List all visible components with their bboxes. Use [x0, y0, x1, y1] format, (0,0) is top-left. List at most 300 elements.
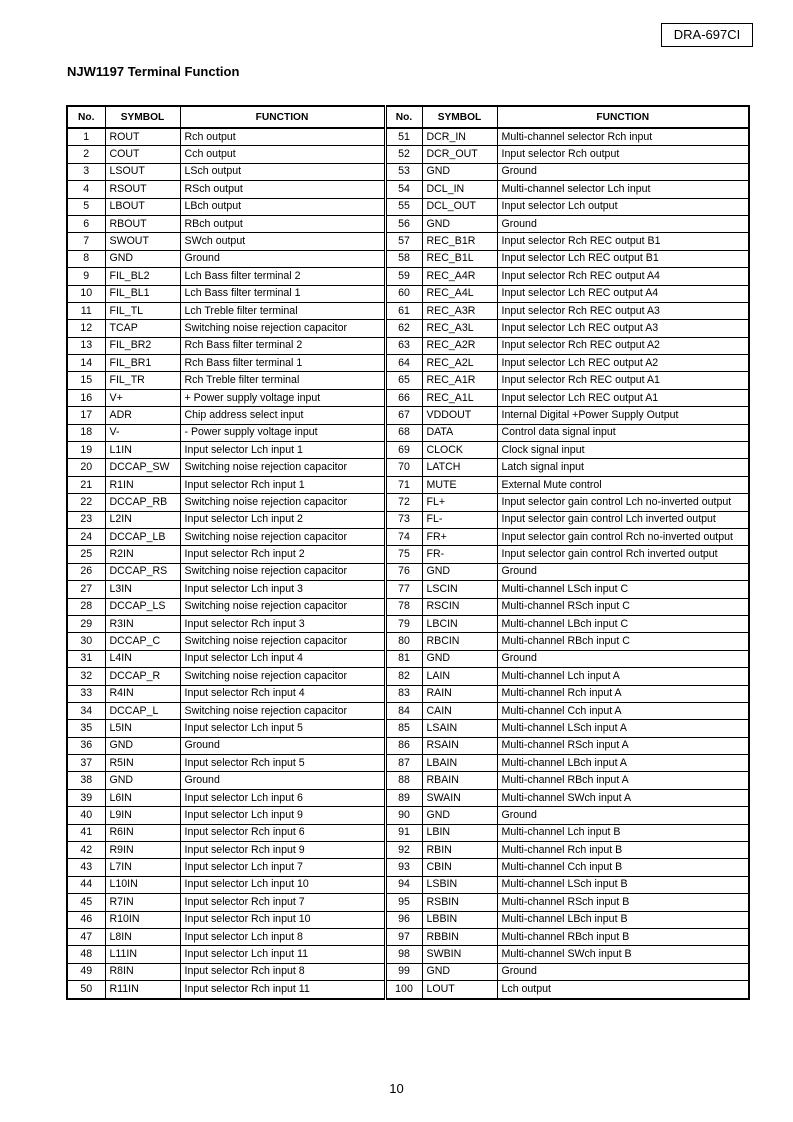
pin-symbol-left: LBOUT [105, 198, 180, 215]
pin-symbol-left: R6IN [105, 824, 180, 841]
pin-number-right: 94 [385, 876, 422, 893]
pin-number-right: 96 [385, 911, 422, 928]
pin-function-right: Input selector Lch REC output A3 [497, 320, 749, 337]
pin-function-right: Multi-channel LBch input C [497, 615, 749, 632]
pin-number-right: 57 [385, 233, 422, 250]
pin-number-left: 13 [67, 337, 105, 354]
pin-function-left: Input selector Lch input 6 [180, 789, 385, 806]
pin-function-right: Multi-channel LSch input C [497, 581, 749, 598]
pin-function-right: Input selector Rch REC output A2 [497, 337, 749, 354]
pin-function-right: Input selector Lch output [497, 198, 749, 215]
table-row [67, 476, 749, 493]
pin-number-right: 84 [385, 702, 422, 719]
pin-number-left: 2 [67, 146, 105, 163]
pin-function-right: Multi-channel LSch input A [497, 720, 749, 737]
pin-number-right: 61 [385, 302, 422, 319]
pin-symbol-right: DATA [422, 424, 497, 441]
page-number: 10 [389, 1081, 404, 1096]
pin-function-right: Multi-channel RBch input A [497, 772, 749, 789]
pin-function-right: External Mute control [497, 476, 749, 493]
pin-function-left: Switching noise rejection capacitor [180, 563, 385, 580]
pin-function-right: Input selector Lch REC output A4 [497, 285, 749, 302]
pin-number-left: 22 [67, 494, 105, 511]
pin-number-right: 86 [385, 737, 422, 754]
table-row [67, 546, 749, 563]
table-row [67, 355, 749, 372]
pin-symbol-right: GND [422, 650, 497, 667]
table-row [67, 928, 749, 945]
table-row [67, 389, 749, 406]
pin-function-left: Switching noise rejection capacitor [180, 668, 385, 685]
pin-symbol-right: SWAIN [422, 789, 497, 806]
pin-function-right: Ground [497, 215, 749, 232]
pin-number-right: 67 [385, 407, 422, 424]
pin-number-left: 31 [67, 650, 105, 667]
pin-symbol-right: RSBIN [422, 894, 497, 911]
pin-function-right: Multi-channel LBch input A [497, 755, 749, 772]
pin-symbol-left: L9IN [105, 807, 180, 824]
pin-symbol-left: V- [105, 424, 180, 441]
pin-symbol-left: L8IN [105, 928, 180, 945]
pin-symbol-right: REC_A1L [422, 389, 497, 406]
pin-number-right: 55 [385, 198, 422, 215]
pin-number-right: 75 [385, 546, 422, 563]
pin-function-left: Input selector Rch input 1 [180, 476, 385, 493]
pin-function-left: Input selector Lch input 1 [180, 442, 385, 459]
pin-function-left: Switching noise rejection capacitor [180, 459, 385, 476]
pin-number-left: 9 [67, 268, 105, 285]
pin-symbol-right: RBBIN [422, 928, 497, 945]
pin-function-right: Input selector Lch REC output B1 [497, 250, 749, 267]
pin-function-left: Input selector Lch input 7 [180, 859, 385, 876]
pin-number-left: 5 [67, 198, 105, 215]
pin-function-right: Internal Digital +Power Supply Output [497, 407, 749, 424]
pin-number-right: 87 [385, 755, 422, 772]
pin-number-right: 62 [385, 320, 422, 337]
table-row [67, 320, 749, 337]
pin-symbol-left: R4IN [105, 685, 180, 702]
pin-number-right: 88 [385, 772, 422, 789]
pin-function-right: Input selector gain control Rch inverted output [497, 546, 749, 563]
pin-function-left: Input selector Rch input 9 [180, 842, 385, 859]
table-row [67, 424, 749, 441]
pin-function-right: Multi-channel LSch input B [497, 876, 749, 893]
pin-symbol-left: RBOUT [105, 215, 180, 232]
pin-number-left: 19 [67, 442, 105, 459]
pin-symbol-right: GND [422, 807, 497, 824]
column-header-function-right: FUNCTION [497, 106, 749, 128]
pin-function-right: Input selector Rch REC output A3 [497, 302, 749, 319]
pin-number-left: 44 [67, 876, 105, 893]
pin-symbol-right: REC_A3L [422, 320, 497, 337]
pin-function-right: Multi-channel Lch input B [497, 824, 749, 841]
pin-number-left: 17 [67, 407, 105, 424]
pin-function-left: Rch Bass filter terminal 1 [180, 355, 385, 372]
table-row [67, 268, 749, 285]
pin-symbol-right: GND [422, 163, 497, 180]
pin-symbol-left: COUT [105, 146, 180, 163]
pin-function-right: Multi-channel Rch input B [497, 842, 749, 859]
pin-function-right: Clock signal input [497, 442, 749, 459]
pin-symbol-right: SWBIN [422, 946, 497, 963]
pin-function-right: Lch output [497, 981, 749, 999]
pin-function-left: Input selector Rch input 10 [180, 911, 385, 928]
pin-symbol-left: DCCAP_LB [105, 528, 180, 545]
table-row [67, 702, 749, 719]
pin-function-left: RSch output [180, 181, 385, 198]
pin-symbol-right: REC_A4R [422, 268, 497, 285]
pin-symbol-left: SWOUT [105, 233, 180, 250]
pin-number-left: 50 [67, 981, 105, 999]
pin-symbol-left: R5IN [105, 755, 180, 772]
pin-symbol-left: L2IN [105, 511, 180, 528]
pin-symbol-left: L10IN [105, 876, 180, 893]
pin-symbol-left: TCAP [105, 320, 180, 337]
pin-number-right: 92 [385, 842, 422, 859]
pin-symbol-left: L4IN [105, 650, 180, 667]
table-row [67, 772, 749, 789]
pin-symbol-right: RBCIN [422, 633, 497, 650]
table-row [67, 755, 749, 772]
pin-number-right: 73 [385, 511, 422, 528]
pin-symbol-right: REC_A1R [422, 372, 497, 389]
table-row [67, 963, 749, 980]
pin-function-left: Switching noise rejection capacitor [180, 320, 385, 337]
table-row [67, 581, 749, 598]
pin-function-right: Multi-channel selector Lch input [497, 181, 749, 198]
pin-number-left: 14 [67, 355, 105, 372]
pin-number-left: 46 [67, 911, 105, 928]
table-row [67, 981, 749, 999]
pin-number-left: 11 [67, 302, 105, 319]
pin-number-right: 97 [385, 928, 422, 945]
table-row [67, 459, 749, 476]
pin-symbol-right: RBIN [422, 842, 497, 859]
pin-symbol-left: DCCAP_R [105, 668, 180, 685]
pin-symbol-left: FIL_TL [105, 302, 180, 319]
table-row [67, 494, 749, 511]
pin-symbol-right: LATCH [422, 459, 497, 476]
pin-number-right: 81 [385, 650, 422, 667]
pin-number-right: 99 [385, 963, 422, 980]
pin-function-left: + Power supply voltage input [180, 389, 385, 406]
pin-function-left: Rch output [180, 128, 385, 146]
pin-function-right: Multi-channel Lch input A [497, 668, 749, 685]
pin-symbol-left: V+ [105, 389, 180, 406]
pin-symbol-left: DCCAP_L [105, 702, 180, 719]
pin-number-left: 7 [67, 233, 105, 250]
pin-symbol-left: L1IN [105, 442, 180, 459]
pin-symbol-left: L5IN [105, 720, 180, 737]
pin-symbol-left: DCCAP_RS [105, 563, 180, 580]
pin-function-right: Latch signal input [497, 459, 749, 476]
pin-function-left: Cch output [180, 146, 385, 163]
pin-symbol-right: CBIN [422, 859, 497, 876]
pin-number-left: 40 [67, 807, 105, 824]
pin-number-left: 29 [67, 615, 105, 632]
pin-number-left: 16 [67, 389, 105, 406]
model-number-box: DRA-697CI [661, 23, 753, 47]
pin-function-right: Multi-channel RSch input C [497, 598, 749, 615]
table-row [67, 876, 749, 893]
column-header-symbol: SYMBOL [105, 106, 180, 128]
table-row [67, 215, 749, 232]
pin-number-right: 68 [385, 424, 422, 441]
pin-symbol-right: LBCIN [422, 615, 497, 632]
pin-function-left: - Power supply voltage input [180, 424, 385, 441]
table-row [67, 807, 749, 824]
pin-number-left: 20 [67, 459, 105, 476]
table-row [67, 163, 749, 180]
pin-number-right: 95 [385, 894, 422, 911]
pin-number-left: 33 [67, 685, 105, 702]
pin-symbol-right: DCL_OUT [422, 198, 497, 215]
pin-number-right: 56 [385, 215, 422, 232]
pin-function-left: Input selector Lch input 8 [180, 928, 385, 945]
pin-symbol-right: GND [422, 563, 497, 580]
pin-function-left: Lch Bass filter terminal 2 [180, 268, 385, 285]
pin-symbol-left: DCCAP_LS [105, 598, 180, 615]
pin-function-right: Multi-channel LBch input B [497, 911, 749, 928]
pin-number-left: 48 [67, 946, 105, 963]
pin-number-left: 4 [67, 181, 105, 198]
table-row [67, 789, 749, 806]
pin-number-right: 74 [385, 528, 422, 545]
pin-symbol-right: LOUT [422, 981, 497, 999]
pin-number-left: 1 [67, 128, 105, 146]
pin-function-right: Multi-channel SWch input A [497, 789, 749, 806]
pin-function-right: Ground [497, 650, 749, 667]
pin-symbol-right: RBAIN [422, 772, 497, 789]
pin-function-right: Input selector gain control Lch no-inverted output [497, 494, 749, 511]
pin-symbol-right: RSAIN [422, 737, 497, 754]
pin-function-right: Multi-channel Cch input B [497, 859, 749, 876]
pin-number-left: 49 [67, 963, 105, 980]
pin-function-left: LSch output [180, 163, 385, 180]
pin-number-left: 30 [67, 633, 105, 650]
pin-symbol-right: CLOCK [422, 442, 497, 459]
pin-symbol-left: L7IN [105, 859, 180, 876]
pin-number-left: 23 [67, 511, 105, 528]
pin-symbol-right: DCR_IN [422, 128, 497, 146]
pin-number-right: 98 [385, 946, 422, 963]
pin-symbol-right: CAIN [422, 702, 497, 719]
table-row [67, 842, 749, 859]
pin-symbol-left: L6IN [105, 789, 180, 806]
pin-number-right: 77 [385, 581, 422, 598]
pin-symbol-right: REC_A2L [422, 355, 497, 372]
pin-symbol-right: FL+ [422, 494, 497, 511]
terminal-function-table [66, 105, 750, 1000]
pin-symbol-left: LSOUT [105, 163, 180, 180]
pin-number-left: 21 [67, 476, 105, 493]
pin-number-right: 58 [385, 250, 422, 267]
pin-function-left: Input selector Rch input 2 [180, 546, 385, 563]
pin-symbol-right: GND [422, 963, 497, 980]
pin-function-right: Ground [497, 807, 749, 824]
pin-function-left: LBch output [180, 198, 385, 215]
table-row [67, 911, 749, 928]
pin-number-left: 41 [67, 824, 105, 841]
pin-function-right: Multi-channel selector Rch input [497, 128, 749, 146]
pin-function-right: Multi-channel Cch input A [497, 702, 749, 719]
pin-function-left: Input selector Rch input 7 [180, 894, 385, 911]
pin-symbol-left: R3IN [105, 615, 180, 632]
pin-symbol-right: DCL_IN [422, 181, 497, 198]
pin-number-right: 53 [385, 163, 422, 180]
pin-function-left: Input selector Rch input 6 [180, 824, 385, 841]
pin-number-right: 90 [385, 807, 422, 824]
pin-number-left: 24 [67, 528, 105, 545]
pin-number-left: 36 [67, 737, 105, 754]
pin-function-left: Input selector Rch input 5 [180, 755, 385, 772]
pin-function-right: Multi-channel Rch input A [497, 685, 749, 702]
pin-function-left: Input selector Rch input 4 [180, 685, 385, 702]
table-row [67, 528, 749, 545]
pin-number-right: 66 [385, 389, 422, 406]
pin-number-left: 26 [67, 563, 105, 580]
pin-symbol-right: REC_A2R [422, 337, 497, 354]
pin-symbol-left: GND [105, 737, 180, 754]
pin-number-left: 43 [67, 859, 105, 876]
pin-function-left: Input selector Lch input 2 [180, 511, 385, 528]
pin-number-left: 3 [67, 163, 105, 180]
pin-function-left: Input selector Lch input 4 [180, 650, 385, 667]
pin-symbol-left: FIL_BR2 [105, 337, 180, 354]
table-header-row [67, 106, 749, 128]
pin-number-left: 27 [67, 581, 105, 598]
pin-function-left: Switching noise rejection capacitor [180, 702, 385, 719]
pin-number-left: 45 [67, 894, 105, 911]
table-row [67, 894, 749, 911]
pin-function-left: Input selector Rch input 11 [180, 981, 385, 999]
pin-symbol-left: GND [105, 250, 180, 267]
pin-symbol-left: FIL_BL2 [105, 268, 180, 285]
pin-number-right: 76 [385, 563, 422, 580]
pin-function-right: Multi-channel RBch input B [497, 928, 749, 945]
pin-function-left: Rch Treble filter terminal [180, 372, 385, 389]
table-row [67, 633, 749, 650]
pin-number-left: 25 [67, 546, 105, 563]
pin-function-right: Multi-channel RSch input B [497, 894, 749, 911]
pin-symbol-right: DCR_OUT [422, 146, 497, 163]
pin-symbol-right: RSCIN [422, 598, 497, 615]
pin-function-left: RBch output [180, 215, 385, 232]
table-row [67, 372, 749, 389]
pin-function-left: Input selector Lch input 10 [180, 876, 385, 893]
table-row [67, 685, 749, 702]
pin-number-right: 69 [385, 442, 422, 459]
pin-symbol-right: REC_A3R [422, 302, 497, 319]
pin-function-right: Multi-channel RSch input A [497, 737, 749, 754]
pin-symbol-left: L3IN [105, 581, 180, 598]
table-row [67, 146, 749, 163]
pin-function-left: Input selector Lch input 5 [180, 720, 385, 737]
pin-symbol-right: MUTE [422, 476, 497, 493]
table-row [67, 442, 749, 459]
pin-function-left: Input selector Rch input 3 [180, 615, 385, 632]
pin-number-left: 34 [67, 702, 105, 719]
table-row [67, 511, 749, 528]
table-row [67, 337, 749, 354]
pin-function-right: Input selector Lch REC output A1 [497, 389, 749, 406]
pin-symbol-right: LBIN [422, 824, 497, 841]
table-row [67, 946, 749, 963]
pin-number-right: 60 [385, 285, 422, 302]
pin-number-right: 70 [385, 459, 422, 476]
pin-function-right: Input selector Rch REC output A1 [497, 372, 749, 389]
pin-function-left: SWch output [180, 233, 385, 250]
pin-function-left: Switching noise rejection capacitor [180, 633, 385, 650]
pin-number-right: 89 [385, 789, 422, 806]
pin-symbol-right: LAIN [422, 668, 497, 685]
pin-symbol-left: FIL_BR1 [105, 355, 180, 372]
pin-symbol-right: REC_B1R [422, 233, 497, 250]
pin-number-right: 78 [385, 598, 422, 615]
pin-function-right: Input selector Rch output [497, 146, 749, 163]
pin-symbol-left: R7IN [105, 894, 180, 911]
pin-function-left: Input selector Lch input 3 [180, 581, 385, 598]
pin-symbol-left: R8IN [105, 963, 180, 980]
pin-function-right: Input selector Rch REC output A4 [497, 268, 749, 285]
pin-function-right: Input selector Lch REC output A2 [497, 355, 749, 372]
table-row [67, 407, 749, 424]
pin-number-right: 82 [385, 668, 422, 685]
pin-number-left: 8 [67, 250, 105, 267]
table-row [67, 650, 749, 667]
pin-symbol-left: FIL_BL1 [105, 285, 180, 302]
pin-number-left: 39 [67, 789, 105, 806]
pin-number-right: 51 [385, 128, 422, 146]
pin-symbol-left: GND [105, 772, 180, 789]
pin-number-left: 47 [67, 928, 105, 945]
pin-function-left: Rch Bass filter terminal 2 [180, 337, 385, 354]
pin-number-left: 15 [67, 372, 105, 389]
pin-number-right: 100 [385, 981, 422, 999]
pin-symbol-right: LSAIN [422, 720, 497, 737]
pin-symbol-right: LSBIN [422, 876, 497, 893]
pin-function-left: Lch Treble filter terminal [180, 302, 385, 319]
pin-symbol-right: RAIN [422, 685, 497, 702]
pin-symbol-left: FIL_TR [105, 372, 180, 389]
pin-number-right: 54 [385, 181, 422, 198]
pin-symbol-right: REC_B1L [422, 250, 497, 267]
pin-number-right: 72 [385, 494, 422, 511]
pin-number-right: 71 [385, 476, 422, 493]
pin-symbol-left: DCCAP_RB [105, 494, 180, 511]
table-row [67, 720, 749, 737]
pin-function-right: Ground [497, 963, 749, 980]
pin-function-right: Ground [497, 163, 749, 180]
pin-number-right: 85 [385, 720, 422, 737]
pin-symbol-right: VDDOUT [422, 407, 497, 424]
pin-number-right: 59 [385, 268, 422, 285]
pin-symbol-left: L11IN [105, 946, 180, 963]
pin-symbol-left: R9IN [105, 842, 180, 859]
pin-number-right: 83 [385, 685, 422, 702]
pin-number-right: 52 [385, 146, 422, 163]
pin-symbol-right: LSCIN [422, 581, 497, 598]
table-row [67, 598, 749, 615]
pin-function-left: Ground [180, 772, 385, 789]
pin-symbol-right: FR- [422, 546, 497, 563]
pin-symbol-right: LBAIN [422, 755, 497, 772]
pin-function-left: Ground [180, 250, 385, 267]
pin-function-right: Input selector gain control Rch no-inverted output [497, 528, 749, 545]
pin-function-left: Lch Bass filter terminal 1 [180, 285, 385, 302]
pin-function-right: Multi-channel SWch input B [497, 946, 749, 963]
pin-number-right: 80 [385, 633, 422, 650]
